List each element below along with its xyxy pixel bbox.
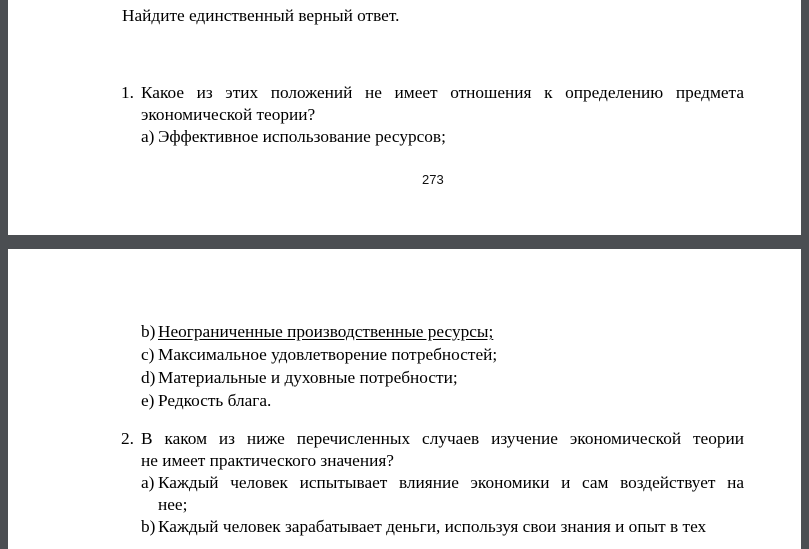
document-page-274 (8, 249, 801, 549)
q2-option-a-text-line2: нее; (158, 495, 188, 514)
q1-option-c-text: Максимальное удовлетворение потребностей; (158, 345, 498, 364)
q1-option-a-label: a) (141, 127, 155, 146)
q1-option-b-text (158, 321, 493, 343)
question-2-text-line1: В каком из ниже перечисленных случаев изучение экономической теории (141, 429, 744, 448)
q2-option-b-text: Каждый человек зарабатывает деньги, используя свои знания и опыт в тех (158, 517, 707, 536)
document-page-273 (8, 0, 801, 235)
q1-option-b-label: b) (141, 322, 156, 341)
q2-option-a-text-line1: Каждый человек испытывает влияние экономики и сам воздействует на (158, 473, 744, 492)
q1-option-e-label: e) (141, 391, 155, 410)
q2-option-b-label: b) (141, 517, 156, 536)
question-1-number: 1. (121, 83, 134, 102)
q1-option-c-label: c) (141, 345, 155, 364)
correct-answer-underline: Неограниченные производственные ресурсы; (158, 322, 494, 341)
question-1-text-line2: экономической теории? (141, 105, 316, 124)
q1-option-d-text: Материальные и духовные потребности; (158, 368, 458, 387)
question-1-text-line1: Какое из этих положений не имеет отношения к определению предмета (141, 83, 744, 102)
q1-option-e-text: Редкость блага. (158, 391, 272, 410)
question-2-text-line2: не имеет практического значения? (141, 451, 394, 470)
q2-option-a-label: a) (141, 473, 155, 492)
q1-option-a-text: Эффективное использование ресурсов; (158, 127, 446, 146)
page-number: 273 (422, 172, 444, 187)
question-2-number: 2. (121, 429, 134, 448)
q1-option-d-label: d) (141, 368, 156, 387)
instruction-text: Найдите единственный верный ответ. (122, 6, 400, 25)
